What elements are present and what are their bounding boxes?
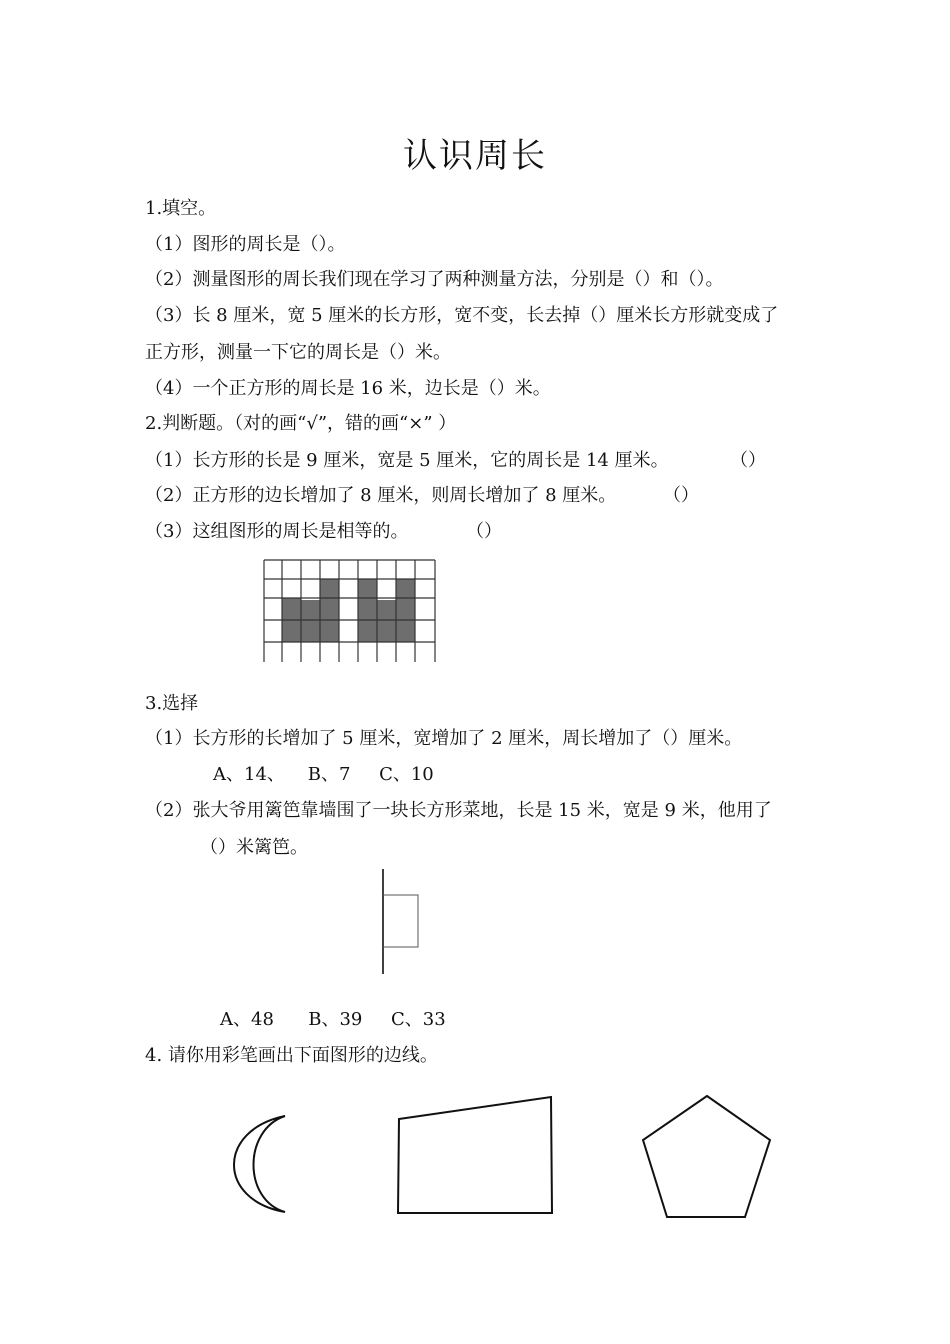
q3-item-1: （1）长方形的长增加了 5 厘米，宽增加了 2 厘米，周长增加了（）厘米。 <box>145 728 743 749</box>
q2-item-3: （3）这组图形的周长是相等的。 <box>145 521 409 542</box>
q1-item-1: （1）图形的周长是（）。 <box>145 234 346 255</box>
q3-item-2: （2）张大爷用篱笆靠墙围了一块长方形菜地，长是 15 米，宽是 9 米，他用了 <box>145 800 772 821</box>
q3-item-1-options: A、14、 B、7 C、10 <box>213 764 434 785</box>
quadrilateral-shape <box>393 1092 558 1218</box>
q1-item-3-continued: 正方形，测量一下它的周长是（）米。 <box>145 342 451 363</box>
q1-item-4: （4）一个正方形的周长是 16 米，边长是（）米。 <box>145 378 551 399</box>
q3-heading: 3.选择 <box>145 693 199 714</box>
q2-heading: 2.判断题。（对的画“√”，错的画“×” ） <box>145 413 457 434</box>
q4-heading: 4. 请你用彩笔画出下面图形的边线。 <box>145 1045 438 1066</box>
page-title: 认识周长 <box>403 136 547 176</box>
grid-figure <box>263 558 437 674</box>
q2-item-1: （1）长方形的长是 9 厘米，宽是 5 厘米，它的周长是 14 厘米。 <box>145 450 669 471</box>
wall-garden-figure <box>376 868 426 976</box>
q1-item-2: （2）测量图形的周长我们现在学习了两种测量方法，分别是（）和（）。 <box>145 269 724 290</box>
q1-item-3: （3）长 8 厘米，宽 5 厘米的长方形，宽不变，长去掉（）厘米长方形就变成了 <box>145 305 779 326</box>
q3-item-2-options: A、48 B、39 C、33 <box>220 1009 446 1030</box>
fence-rectangle <box>383 895 418 947</box>
pentagon-shape <box>636 1091 776 1221</box>
q3-item-2-continued: （）米篱笆。 <box>200 837 308 858</box>
q2-item-1-answer-blank: （） <box>730 450 766 471</box>
q2-item-2-answer-blank: （） <box>663 485 699 506</box>
q2-item-3-answer-blank: （） <box>466 521 502 542</box>
crescent-shape <box>215 1112 295 1216</box>
q1-heading: 1.填空。 <box>145 198 217 219</box>
q2-item-2: （2）正方形的边长增加了 8 厘米，则周长增加了 8 厘米。 <box>145 485 617 506</box>
